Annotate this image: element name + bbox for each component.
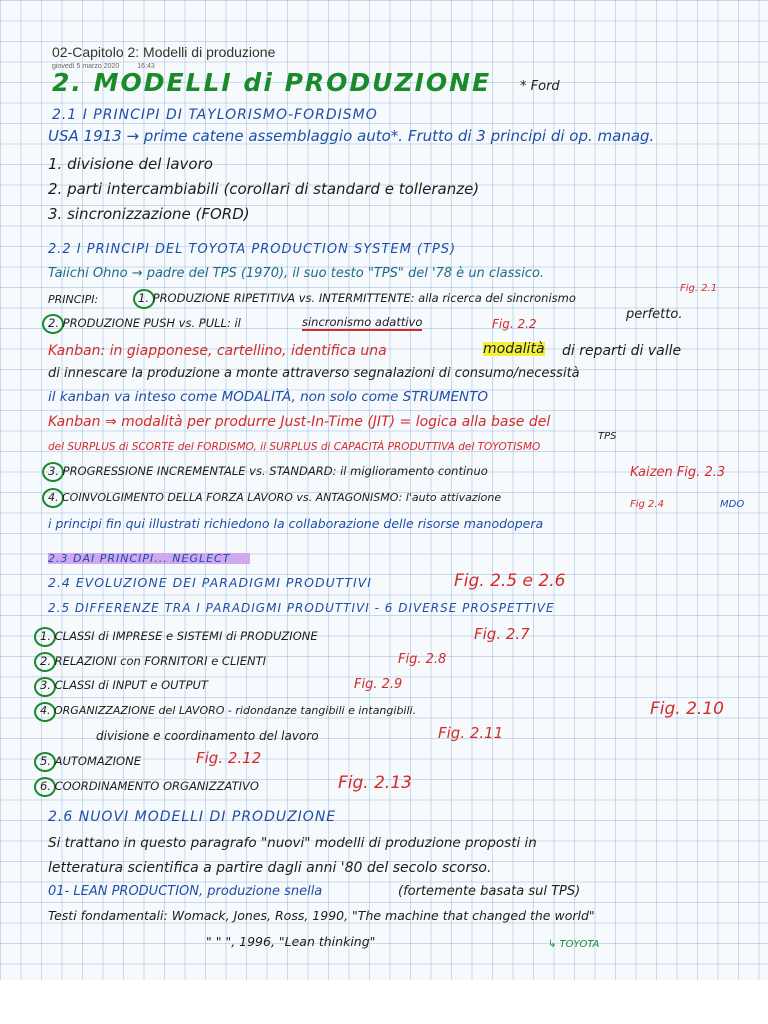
note-line: 1. PRODUZIONE RIPETITIVA vs. INTERMITTENTE: alla ricerca del sincronismo bbox=[138, 291, 576, 305]
figure-ref: Fig. 2.12 bbox=[196, 749, 262, 767]
highlighted-word: modalità bbox=[483, 341, 545, 357]
note-line: TPS bbox=[598, 431, 617, 442]
section-2-3-heading: 2.3 DAI PRINCIPI... NEGLECT bbox=[48, 553, 250, 564]
note-line: il kanban va inteso come MODALITÀ, non solo come STRUMENTO bbox=[48, 389, 488, 405]
note-line: 3. sincronizzazione (FORD) bbox=[48, 205, 250, 223]
note-line: 2. RELAZIONI con FORNITORI e CLIENTI bbox=[40, 654, 267, 668]
note-line: 4. COINVOLGIMENTO DELLA FORZA LAVORO vs. ANTAGONISMO: l'auto attivazione bbox=[48, 491, 502, 504]
note-line: MDO bbox=[720, 499, 745, 510]
ford-note: * Ford bbox=[520, 79, 560, 94]
header-date: giovedì 5 marzo 2020 bbox=[52, 63, 120, 70]
page-header-title: 02-Capitolo 2: Modelli di produzione bbox=[52, 44, 276, 60]
note-line: 5. AUTOMAZIONE bbox=[40, 754, 141, 768]
note-line: 2. PRODUZIONE PUSH vs. PULL: il bbox=[48, 316, 241, 330]
figure-ref: Fig. 2.1 bbox=[680, 283, 718, 294]
note-line: 01- LEAN PRODUCTION, produzione snella bbox=[48, 884, 323, 899]
note-line: " " ", 1996, "Lean thinking" bbox=[206, 934, 376, 949]
header-time: 16:43 bbox=[137, 63, 155, 70]
note-line: ↳ TOYOTA bbox=[548, 939, 600, 950]
note-line: letteratura scientifica a partire dagli anni '80 del secolo scorso. bbox=[48, 860, 492, 876]
section-2-4-heading: 2.4 EVOLUZIONE DEI PARADIGMI PRODUTTIVI bbox=[48, 575, 372, 590]
note-line: Testi fondamentali: Womack, Jones, Ross, 1990, "The machine that changed the world" bbox=[48, 908, 595, 923]
note-line: Kanban ⇒ modalità per produrre Just-In-Time (JIT) = logica alla base del bbox=[48, 414, 551, 430]
figure-ref: Fig. 2.13 bbox=[338, 773, 412, 793]
note-line: divisione e coordinamento del lavoro bbox=[96, 729, 319, 743]
note-line: 1. divisione del lavoro bbox=[48, 155, 213, 173]
section-2-5-heading: 2.5 DIFFERENZE TRA I PARADIGMI PRODUTTIVI - 6 DIVERSE PROSPETTIVE bbox=[48, 601, 555, 615]
figure-ref: Fig 2.4 bbox=[630, 499, 664, 510]
note-line: i principi fin qui illustrati richiedono la collaborazione delle risorse manodopera bbox=[48, 516, 544, 531]
note-line: Taiichi Ohno → padre del TPS (1970), il suo testo "TPS" del '78 è un classico. bbox=[48, 266, 545, 281]
note-line: Kanban: in giapponese, cartellino, identifica una bbox=[48, 343, 387, 359]
figure-ref: Fig. 2.7 bbox=[474, 625, 530, 643]
note-line: 3. CLASSI di INPUT e OUTPUT bbox=[40, 678, 208, 692]
chapter-heading: 2. MODELLI di PRODUZIONE bbox=[52, 68, 492, 97]
figure-ref: Fig. 2.8 bbox=[398, 652, 447, 667]
note-line: (fortemente basata sul TPS) bbox=[398, 884, 581, 899]
section-2-2-heading: 2.2 I PRINCIPI DEL TOYOTA PRODUCTION SYSTEM (TPS) bbox=[48, 242, 457, 257]
note-line: USA 1913 → prime catene assemblaggio auto*. Frutto di 3 principi di op. manag. bbox=[48, 127, 655, 145]
figure-ref: Fig. 2.10 bbox=[650, 699, 724, 719]
note-highlight: sincronismo adattivo bbox=[302, 315, 423, 329]
figure-ref: Fig. 2.9 bbox=[354, 677, 403, 692]
note-line: Si trattano in questo paragrafo "nuovi" modelli di produzione proposti in bbox=[48, 835, 537, 851]
note-line: 2. parti intercambiabili (corollari di standard e tolleranze) bbox=[48, 180, 480, 198]
section-2-6-heading: 2.6 NUOVI MODELLI DI PRODUZIONE bbox=[48, 809, 337, 825]
note-line: 4. ORGANIZZAZIONE del LAVORO - ridondanze tangibili e intangibili. bbox=[40, 704, 417, 717]
note-line: del SURPLUS di SCORTE del FORDISMO, il SURPLUS di CAPACITÀ PRODUTTIVA del TOYOTISMO bbox=[48, 441, 541, 453]
note-line: di reparti di valle bbox=[562, 343, 682, 359]
page-bottom-margin bbox=[0, 980, 768, 1024]
note-line: 1. CLASSI di IMPRESE e SISTEMI di PRODUZIONE bbox=[40, 629, 318, 643]
note-line: 3. PROGRESSIONE INCREMENTALE vs. STANDARD: il miglioramento continuo bbox=[48, 464, 488, 478]
note-line: perfetto. bbox=[626, 307, 683, 322]
figure-ref: Fig. 2.2 bbox=[492, 317, 537, 331]
figure-ref: Kaizen Fig. 2.3 bbox=[630, 465, 726, 480]
figure-ref: Fig. 2.11 bbox=[438, 724, 504, 742]
figure-ref: Fig. 2.5 e 2.6 bbox=[454, 571, 566, 591]
principles-label: PRINCIPI: bbox=[48, 293, 99, 306]
note-line: 6. COORDINAMENTO ORGANIZZATIVO bbox=[40, 779, 259, 793]
section-2-1-heading: 2.1 I PRINCIPI DI TAYLORISMO-FORDISMO bbox=[52, 107, 378, 123]
note-line: di innescare la produzione a monte attraverso segnalazioni di consumo/necessità bbox=[48, 366, 580, 381]
